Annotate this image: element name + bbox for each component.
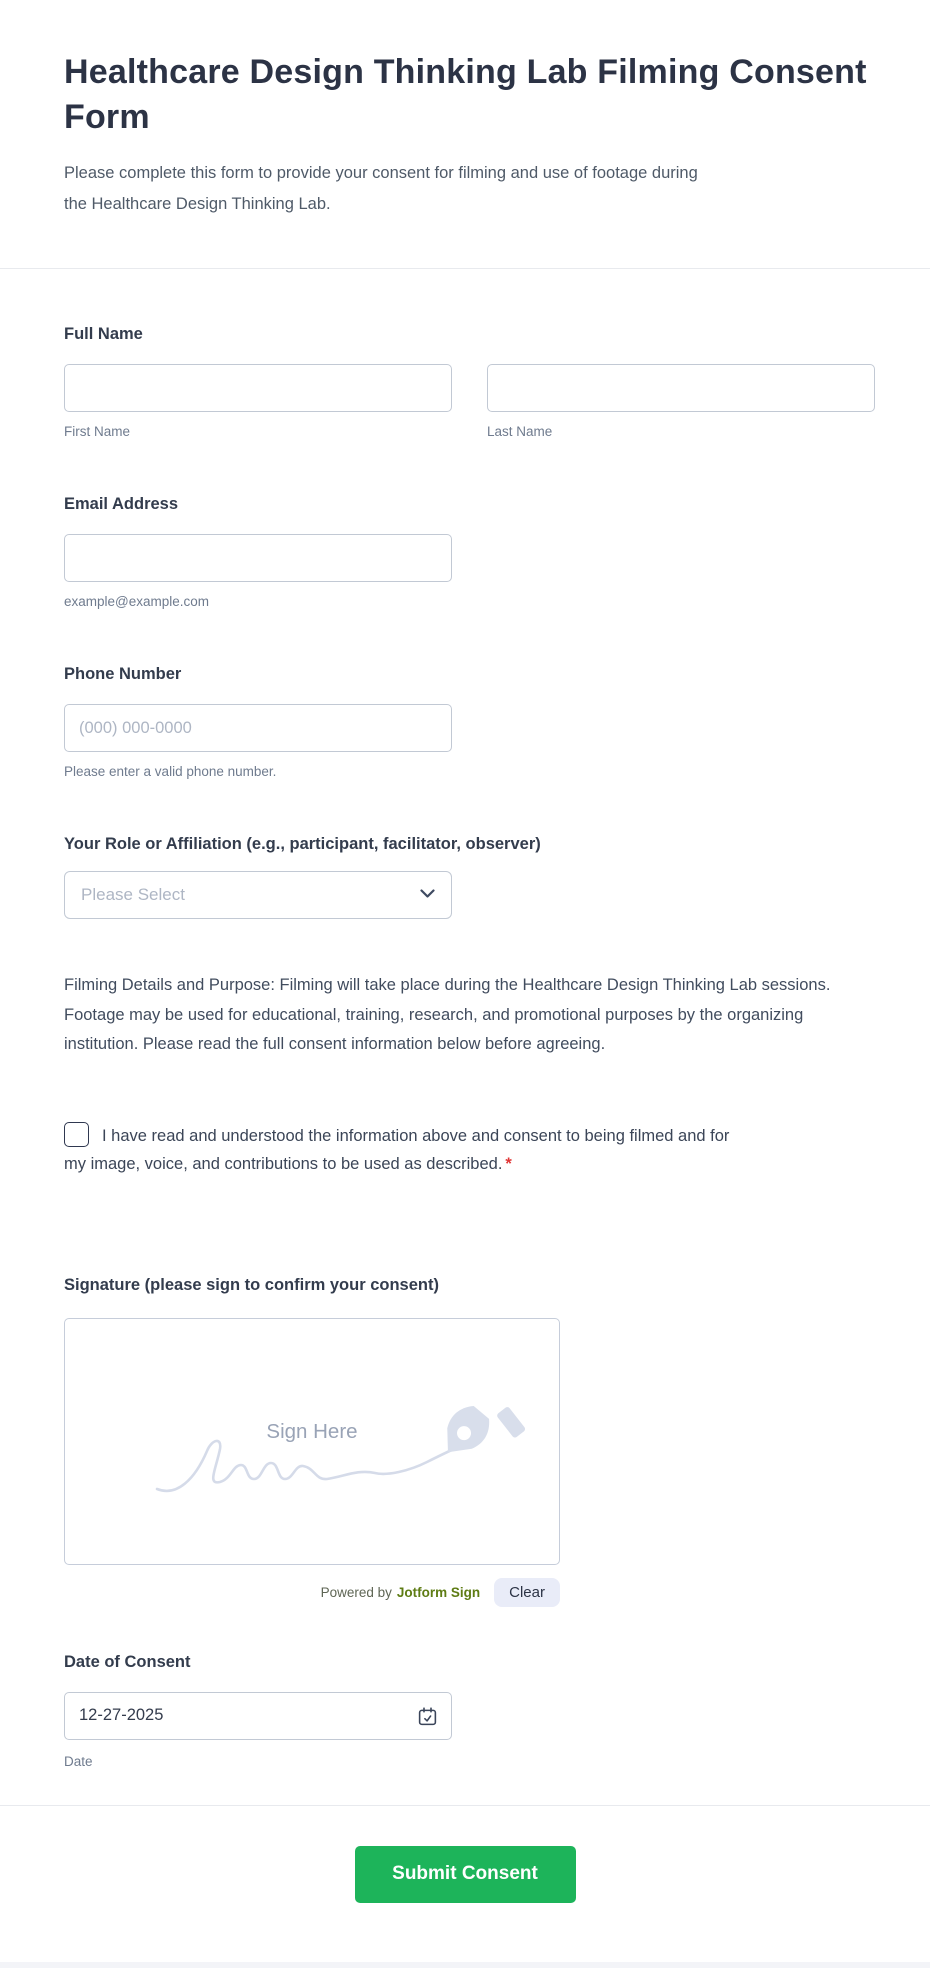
submit-consent-button[interactable]: Submit Consent: [355, 1846, 576, 1903]
signature-footer: [64, 1578, 560, 1607]
pen-nib-icon: [433, 1383, 530, 1481]
signature-squiggle: [157, 1440, 477, 1490]
chevron-down-icon: [420, 886, 435, 904]
phone-input[interactable]: [64, 704, 452, 752]
phone-label: Phone Number: [64, 665, 182, 683]
last-name-input[interactable]: [487, 364, 875, 412]
role-label: Your Role or Affiliation (e.g., participant, facilitator, observer): [64, 835, 541, 853]
field-full-name: [64, 323, 875, 439]
page-title: Healthcare Design Thinking Lab Filming Consent Form: [64, 53, 867, 136]
required-asterisk: *: [505, 1154, 512, 1173]
email-input[interactable]: [64, 534, 452, 582]
field-role: [64, 833, 875, 919]
field-phone: [64, 663, 875, 779]
header-divider: [0, 268, 930, 269]
date-sublabel: Date: [64, 1753, 93, 1769]
first-name-sublabel: First Name: [64, 424, 131, 439]
signature-label: Signature (please sign to confirm your consent): [64, 1275, 439, 1294]
first-name-col: [64, 364, 452, 439]
powered-by-text: Powered by: [320, 1584, 392, 1600]
page-subtitle: Please complete this form to provide your consent for filming and use of footage during the Healthcare Design Thinking Lab.: [64, 164, 698, 213]
date-label: Date of Consent: [64, 1652, 191, 1671]
filming-details-text: Filming Details and Purpose: Filming will take place during the Healthcare Design Thinking Lab sessions. Footage may be used for educational, training, research, and promotional purposes by the organizing institution. Please read the full consent information below before agreeing.: [64, 976, 831, 1053]
consent-checkbox-text: I have read and understood the information above and consent to being filmed and for my image, voice, and contributions to be used as described.: [64, 1126, 730, 1173]
email-label: Email Address: [64, 495, 179, 513]
consent-checkbox-row[interactable]: [64, 1122, 744, 1178]
date-input-wrap: [64, 1692, 452, 1740]
first-name-input[interactable]: [64, 364, 452, 412]
date-input[interactable]: [64, 1692, 452, 1740]
email-hint: example@example.com: [64, 594, 210, 609]
field-signature: [64, 1274, 875, 1607]
form-header: [0, 0, 930, 220]
last-name-col: [487, 364, 875, 439]
role-select[interactable]: [64, 871, 452, 919]
page-bottom-edge: [0, 1962, 930, 1968]
signature-pad[interactable]: [64, 1318, 560, 1565]
submit-area: [0, 1806, 930, 1950]
jotform-sign-brand: Jotform Sign: [396, 1584, 481, 1600]
phone-hint: Please enter a valid phone number.: [64, 764, 277, 779]
last-name-sublabel: Last Name: [487, 424, 553, 439]
role-selected-value: Please Select: [81, 885, 185, 904]
form-body: [0, 323, 930, 1769]
field-email: [64, 493, 875, 609]
name-inputs-row: [64, 364, 875, 439]
full-name-label: Full Name: [64, 325, 143, 343]
field-date: [64, 1651, 875, 1769]
clear-signature-button[interactable]: Clear: [494, 1578, 560, 1607]
signature-placeholder-art: [65, 1319, 559, 1564]
consent-checkbox[interactable]: [64, 1122, 89, 1147]
sign-here-text: Sign Here: [266, 1419, 358, 1443]
